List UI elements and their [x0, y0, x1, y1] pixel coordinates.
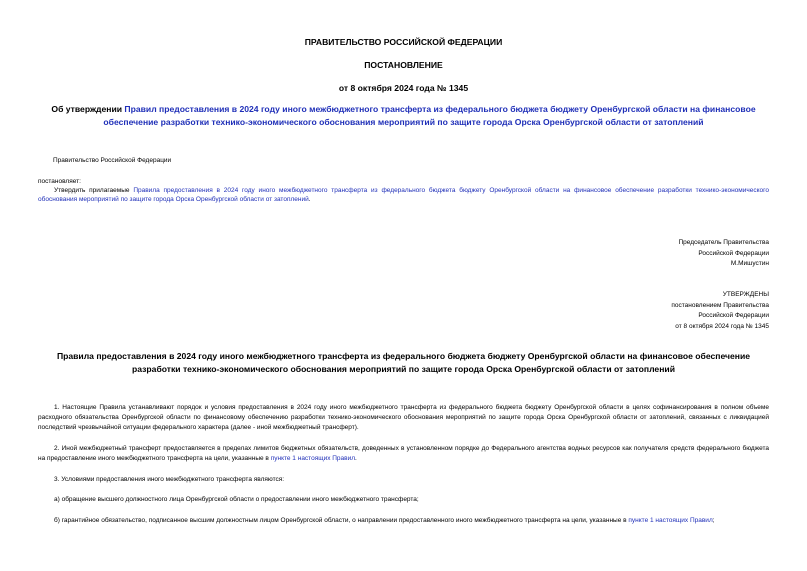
approved-line3: Российской Федерации: [698, 312, 769, 319]
intro-government: Правительство Российской Федерации: [53, 157, 172, 164]
approve-prefix: Утвердить прилагаемые: [54, 187, 134, 194]
header-org: ПРАВИТЕЛЬСТВО РОССИЙСКОЙ ФЕДЕРАЦИИ: [304, 37, 503, 47]
title-prefix: Об утверждении: [51, 104, 125, 114]
paragraph-1: [38, 403, 769, 434]
intro-approve: [38, 186, 769, 205]
paragraph-2-end: .: [355, 455, 357, 463]
approved-line4: от 8 октября 2024 года № 1345: [675, 322, 769, 330]
rules-title: Правила предоставления в 2024 году иного межбюджетного трансферта из федерального бюджета бюджету Оренбургской области на финансовое обеспечение разработки технико-экономического обоснования мероприятий по защите города Орска Оренбургской области от затоплений: [56, 351, 751, 374]
header-doc-type: ПОСТАНОВЛЕНИЕ: [364, 60, 443, 70]
approved-line1: УТВЕРЖДЕНЫ: [722, 291, 769, 298]
document-title: [38, 103, 769, 128]
signature-block: [678, 238, 769, 270]
paragraph-3b-end: ;: [712, 517, 715, 524]
paragraph-1-text: 1. Настоящие Правила устанавливают порядок и условия предоставления в 2024 году иного межбюджетного трансферта из федерального бюджета бюджету Оренбургской области в целях софинансирования в полном объеме расходного обязательства Оренбургской области по финансовому обеспечению разработки технико-экономического обоснования мероприятий по защите города Орска Оренбургской области от затоплений, связанных с ликвидацией последствий чрезвычайной ситуации федерального характера (далее - иной межбюджетный трансферт).: [38, 404, 769, 432]
title-rules-link[interactable]: Правил предоставления в 2024 году иного межбюджетного трансферта из федерального бюджета бюджету Оренбургской области на финансовое обеспечение разработки технико-экономического обоснования мероприятий по защите города Орска Оренбургской области от затоплений: [103, 104, 756, 127]
paragraph-3a-text: а) обращение высшего должностного лица Оренбургской области о предоставлении иного межбюджетного трансферта;: [54, 496, 419, 503]
paragraph-3a: [38, 495, 769, 505]
approve-suffix: .: [308, 196, 311, 204]
signature-line2: Российской Федерации: [698, 249, 769, 257]
paragraph-2: [38, 444, 769, 464]
signature-line3: М.Мишустин: [730, 260, 769, 267]
approved-block: [671, 290, 769, 332]
approve-rules-link[interactable]: Правила предоставления в 2024 году иного межбюджетного трансферта из федерального бюджета бюджету Оренбургской области на финансовое обеспечение разработки технико-экономического обоснования мероприятий по защите города Орска Оренбургской области от затоплений: [38, 187, 769, 204]
paragraph-2-link[interactable]: пункте 1 настоящих Правил: [270, 455, 356, 463]
paragraph-3: [38, 475, 769, 485]
header-date-number: от 8 октября 2024 года № 1345: [338, 83, 469, 93]
intro-decides: постановляет:: [38, 178, 81, 185]
paragraph-3b: [38, 516, 769, 526]
paragraph-3b-link[interactable]: пункте 1 настоящих Правил: [628, 517, 713, 524]
paragraph-3-text: 3. Условиями предоставления иного межбюджетного трансферта являются:: [54, 476, 285, 483]
paragraph-2-text: 2. Иной межбюджетный трансферт предоставляется в пределах лимитов бюджетных обязательств, доведенных в установленном порядке до Федерального агентства водных ресурсов как получателя средств федерального бюджета на предоставление иного межбюджетного трансферта на цели, указанные в: [38, 445, 769, 463]
signature-line1: Председатель Правительства: [678, 239, 769, 246]
approved-line2: постановлением Правительства: [671, 301, 769, 309]
paragraph-3b-text: б) гарантийное обязательство, подписанное высшим должностным лицом Оренбургской области, о направлении предоставленного иного межбюджетного трансферта на цели, указанные в: [54, 517, 629, 524]
